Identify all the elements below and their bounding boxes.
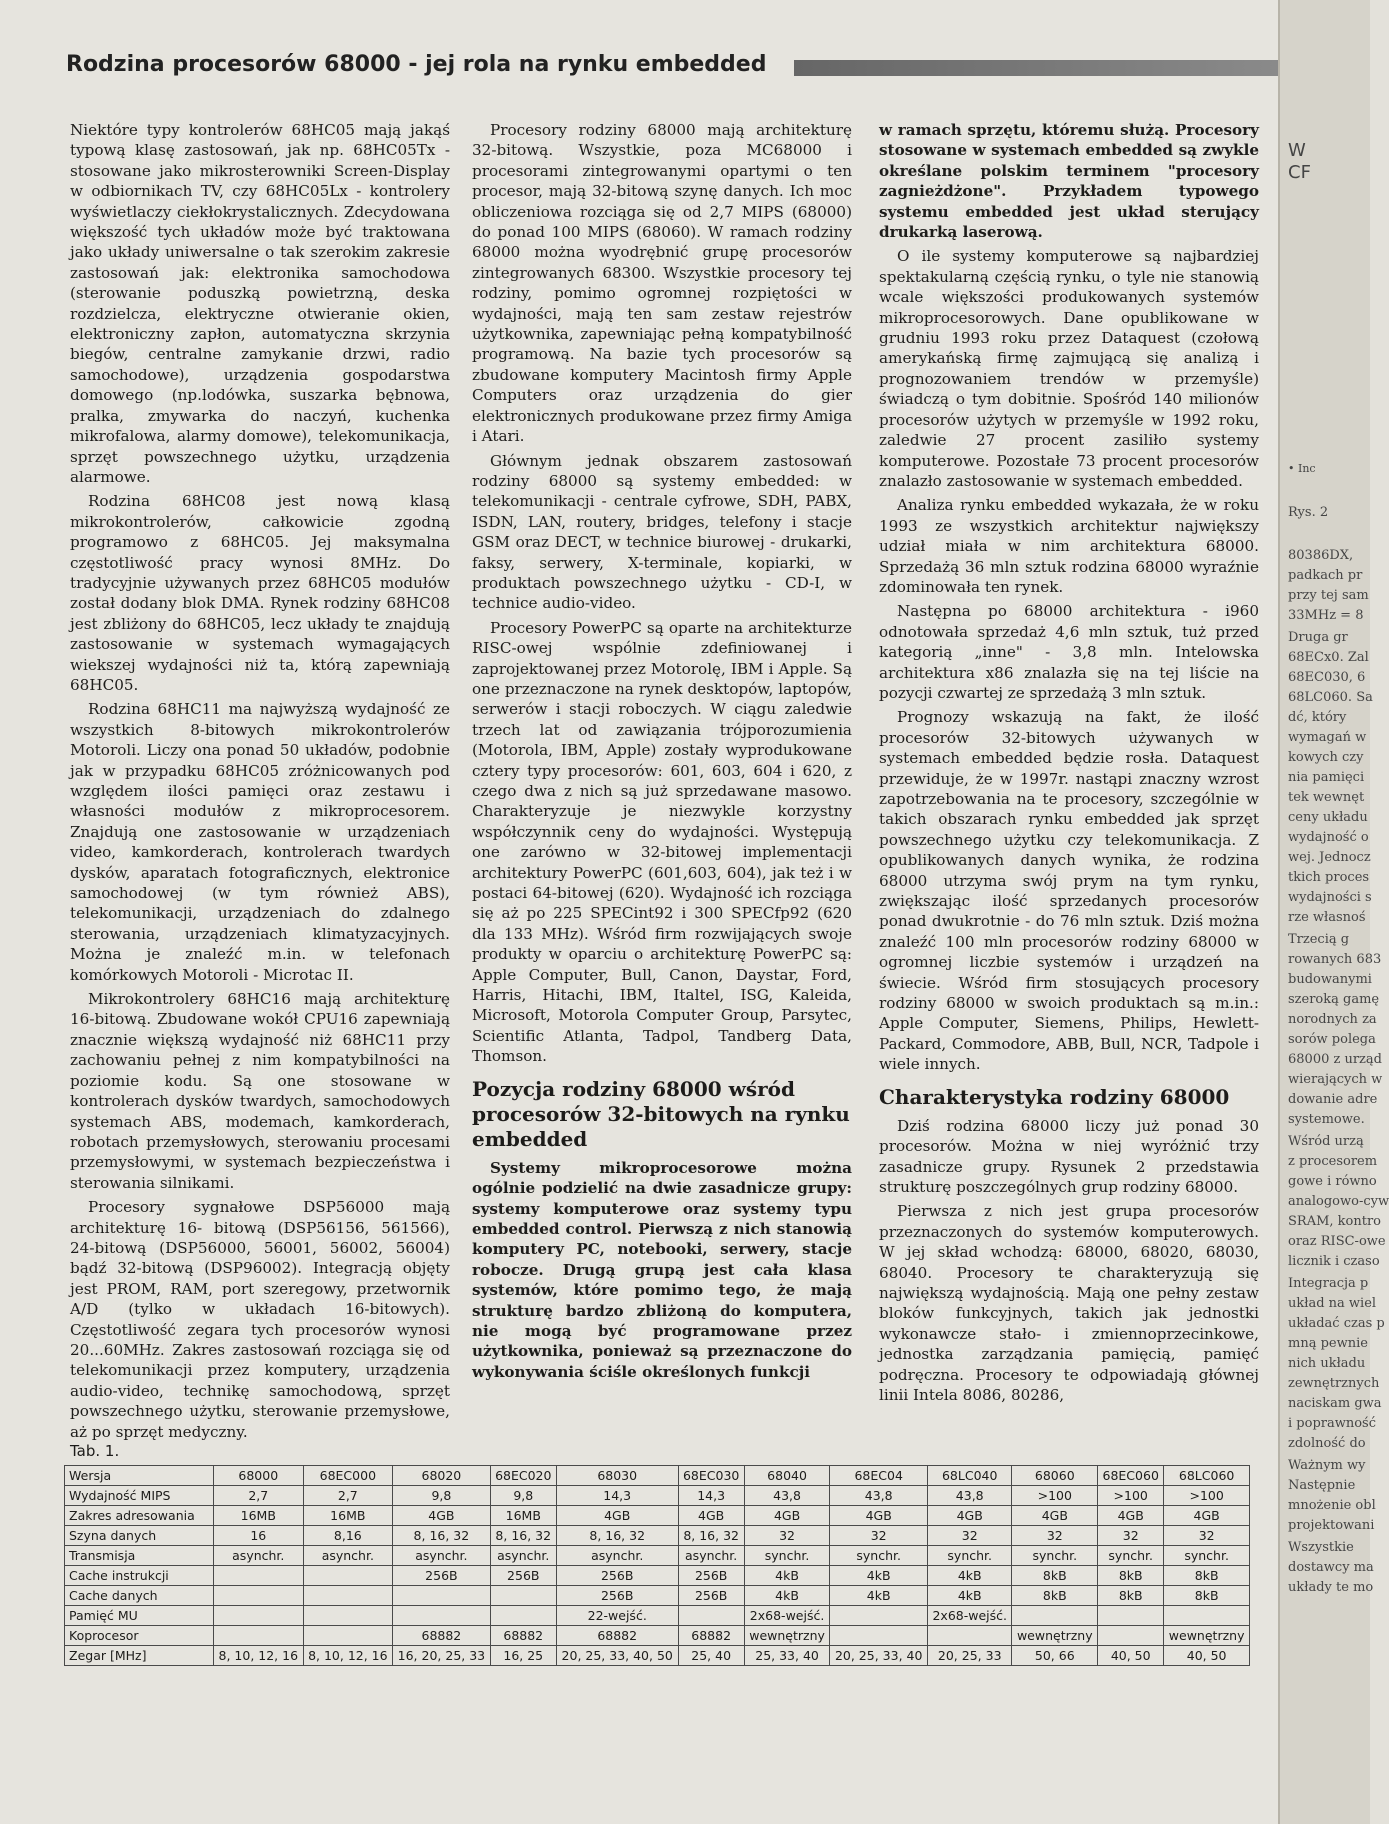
fragment: układać czas p: [1288, 1316, 1385, 1331]
fragment: dć, który: [1288, 710, 1347, 725]
fragment: rowanych 683: [1288, 952, 1382, 967]
table-cell: [490, 1606, 556, 1626]
table-row: [65, 1586, 1250, 1606]
fragment: • Inc: [1288, 462, 1316, 475]
table-cell: 68040: [744, 1466, 830, 1486]
fragment: 68000 z urząd: [1288, 1052, 1382, 1067]
table-cell: [214, 1586, 304, 1606]
lead-paragraph-continued: w ramach sprzętu, któremu służą. Procesory stosowane w systemach embedded są zwykle określane polskim terminem "procesory zagnieżdżone". Przykładem typowego systemu embedded jest układ sterujący drukarką laserową.: [879, 121, 1259, 242]
table-cell: [1098, 1606, 1164, 1626]
table-row: [65, 1506, 1250, 1526]
table-cell: [678, 1606, 744, 1626]
table-cell: 32: [1012, 1526, 1098, 1546]
paragraph: Pierwsza z nich jest grupa procesorów przeznaczonych do systemów komputerowych. W jej skład wchodzą: 68000, 68020, 68030, 68040. Procesory te charakteryzują się największą wydajnością. Mają one pełny zestaw bloków funkcyjnych, takich jak jednostki wykonawcze stało- i zmiennoprzecinkowe, jednostka zarządzania pamięcią, pamięć podręczna. Procesory te odpowiadają głównej linii Intela 8086, 80286,: [879, 1202, 1259, 1404]
paragraph: Procesory sygnałowe DSP56000 mają architekturę 16- bitową (DSP56156, 561566), 24-bitową (DSP56000, 56001, 56002, 56004) bądź 32-bitową (DSP96002). Integracją objęty jest PROM, RAM, port szeregowy, przetwornik A/D (tylko w układach 16-bitowych). Częstotliwość zegara tych procesorów wynosi 20...60MHz. Zakres zastosowań rozciąga się od telekomunikacji przez komputery, urządzenia audio-video, technikę samochodową, sprzęt powszechnego użytku, sterowanie przemysłowe, aż po sprzęt medyczny.: [70, 1198, 450, 1441]
paragraph: Głównym jednak obszarem zastosowań rodziny 68000 są systemy embedded: w telekomunikacji - centrale cyfrowe, SDH, PABX, ISDN, LAN, routery, bridges, telefony i stacje GSM oraz DECT, w technice biurowej - drukarki, faksy, serwery, X-terminale, kopiarki, w produktach powszechnego użytku - CD-I, w technice audio-video.: [472, 451, 852, 613]
table-cell: 32: [1098, 1526, 1164, 1546]
table-cell: 16MB: [303, 1506, 393, 1526]
table-cell: [393, 1606, 491, 1626]
table-cell: wewnętrzny: [744, 1626, 830, 1646]
table-cell: >100: [1012, 1486, 1098, 1506]
table-cell: synchr.: [1012, 1546, 1098, 1566]
column-2: [472, 120, 852, 1386]
column-3: [879, 120, 1259, 1409]
table-cell: asynchr.: [303, 1546, 393, 1566]
fragment: nich układu: [1288, 1356, 1366, 1371]
paragraph: Mikrokontrolery 68HC16 mają architekturę 16-bitową. Zbudowane wokół CPU16 zapewniają znacznie większą wydajność niż 68HC11 przy zachowaniu pełnej z nim kompatybilności na poziomie kodu. Są one stosowane w kontrolerach dysków twardych, samochodowych systemach ABS, modemach, kamkorderach, robotach przemysłowych, sterowaniu procesami przemysłowymi, w systemach bezpieczeństwa i sterowania silnikami.: [70, 990, 450, 1192]
table-cell: 8, 16, 32: [393, 1526, 491, 1546]
table-caption: Tab. 1.: [70, 1442, 120, 1460]
row-label: Zegar [MHz]: [65, 1646, 214, 1666]
table-cell: 4GB: [830, 1506, 928, 1526]
table-cell: 40, 50: [1164, 1646, 1250, 1666]
table-cell: [214, 1606, 304, 1626]
row-label: Cache danych: [65, 1586, 214, 1606]
fragment: oraz RISC-owe: [1288, 1234, 1386, 1249]
table-cell: 8kB: [1164, 1586, 1250, 1606]
table-cell: >100: [1164, 1486, 1250, 1506]
table-cell: 20, 25, 33: [927, 1646, 1011, 1666]
table-cell: [1098, 1626, 1164, 1646]
table-cell: asynchr.: [678, 1546, 744, 1566]
table-row: [65, 1546, 1250, 1566]
table-cell: [393, 1586, 491, 1606]
table-cell: 4GB: [744, 1506, 830, 1526]
table-cell: 68882: [393, 1626, 491, 1646]
fragment: licznik i czaso: [1288, 1254, 1380, 1269]
table-cell: 4kB: [744, 1586, 830, 1606]
fragment: Integracja p: [1288, 1276, 1369, 1291]
table-row: [65, 1566, 1250, 1586]
fragment: norodnych za: [1288, 1012, 1377, 1027]
table-cell: 16: [214, 1526, 304, 1546]
fragment: Rys. 2: [1288, 505, 1329, 520]
paragraph: Niektóre typy kontrolerów 68HC05 mają jakąś typową klasę zastosowań, jak np. 68HC05Tx - stosowane jako mikrosterowniki Screen-Display w odbiornikach TV, czy 68HC05Lx - kontrolery wyświetlaczy ciekłokrystalicznych. Zdecydowana większość tych układów może być traktowana jako układy uniwersalne o tak szerokim zakresie zastosowań jak: elektronika samochodowa (sterowanie poduszką powietrzną, deska rozdzielcza, elektryczne otwieranie okien, elektroniczny zapłon, automatyczna skrzynia biegów, centralne zamykanie drzwi, radio samochodowe), urządzenia gospodarstwa domowego (np.lodówka, suszarka bębnowa, pralka, zmywarka do naczyń, kuchenka mikrofalowa, alarmy domowe), telekomunikacja, sprzęt powszechnego użytku, urządzenia alarmowe.: [70, 121, 450, 486]
table-cell: [927, 1626, 1011, 1646]
table-cell: 4GB: [556, 1506, 678, 1526]
table-cell: >100: [1098, 1486, 1164, 1506]
table-cell: 4GB: [927, 1506, 1011, 1526]
table-row: [65, 1626, 1250, 1646]
table-cell: 2,7: [214, 1486, 304, 1506]
table-cell: 16MB: [490, 1506, 556, 1526]
row-label: Pamięć MU: [65, 1606, 214, 1626]
table-cell: 8, 10, 12, 16: [214, 1646, 304, 1666]
table-row: [65, 1606, 1250, 1626]
table-cell: 68882: [678, 1626, 744, 1646]
table-cell: 68EC04: [830, 1466, 928, 1486]
table-cell: synchr.: [927, 1546, 1011, 1566]
fragment: analogowo-cyw: [1288, 1194, 1389, 1209]
table-cell: 4GB: [1012, 1506, 1098, 1526]
fragment: Wszystkie: [1288, 1540, 1354, 1555]
fragment: tkich proces: [1288, 870, 1370, 885]
table-cell: 68EC060: [1098, 1466, 1164, 1486]
table-cell: 68882: [490, 1626, 556, 1646]
fragment: Ważnym wy: [1288, 1458, 1366, 1473]
table-cell: 16, 20, 25, 33: [393, 1646, 491, 1666]
table-cell: 8, 16, 32: [490, 1526, 556, 1546]
fragment: ceny układu: [1288, 810, 1368, 825]
table-cell: 32: [1164, 1526, 1250, 1546]
table-cell: 14,3: [556, 1486, 678, 1506]
table-cell: [830, 1626, 928, 1646]
table-cell: 16, 25: [490, 1646, 556, 1666]
table-cell: 4kB: [927, 1586, 1011, 1606]
table-cell: wewnętrzny: [1012, 1626, 1098, 1646]
table-cell: asynchr.: [393, 1546, 491, 1566]
table-cell: 68EC030: [678, 1466, 744, 1486]
table-cell: 43,8: [744, 1486, 830, 1506]
table-cell: 4GB: [678, 1506, 744, 1526]
table-cell: [303, 1566, 393, 1586]
paragraph: O ile systemy komputerowe są najbardziej spektakularną częścią rynku, o tyle nie stanowią wcale większości produkowanych systemów mikroprocesorowych. Dane opublikowane w grudniu 1993 roku przez Dataquest (czołową amerykańską firmę zajmującą się analizą i prognozowaniem trendów w przemyśle) świadczą o tym dobitnie. Spośród 140 milionów procesorów użytych w przemyśle w 1992 roku, zaledwie 27 procent zasiliło systemy komputerowe. Pozostałe 73 procent procesorów znalazło zastosowanie w systemach embedded.: [879, 247, 1259, 490]
table-cell: 68000: [214, 1466, 304, 1486]
table-cell: 256B: [556, 1566, 678, 1586]
row-label: Wersja: [65, 1466, 214, 1486]
table-cell: 8,16: [303, 1526, 393, 1546]
table-cell: 4GB: [1098, 1506, 1164, 1526]
fragment: i poprawność: [1288, 1416, 1377, 1431]
table-cell: 20, 25, 33, 40: [830, 1646, 928, 1666]
table-cell: 68030: [556, 1466, 678, 1486]
row-label: Transmisja: [65, 1546, 214, 1566]
row-label: Wydajność MIPS: [65, 1486, 214, 1506]
table-cell: [490, 1586, 556, 1606]
fragment: 68EC030, 6: [1288, 670, 1366, 685]
fragment: 33MHz = 8: [1288, 608, 1364, 623]
table-cell: 8, 16, 32: [556, 1526, 678, 1546]
table-cell: 8kB: [1098, 1566, 1164, 1586]
table-cell: synchr.: [744, 1546, 830, 1566]
section-heading: Pozycja rodziny 68000 wśród procesorów 32-bitowych na rynku embedded: [472, 1076, 850, 1151]
table-cell: 2x68-wejść.: [927, 1606, 1011, 1626]
fragment: Trzecią g: [1288, 932, 1350, 947]
table-cell: 2,7: [303, 1486, 393, 1506]
paragraph: Rodzina 68HC08 jest nową klasą mikrokontrolerów, całkowicie zgodną programowo z 68HC05. Jej maksymalna częstotliwość pracy wynosi 8MHz. Do tradycyjnie używanych przez 68HC05 modułów został dodany blok DMA. Rynek rodziny 68HC08 jest zbliżony do 68HC05, lecz układy te znajdują zastosowanie w systemach wymagających wiekszej wydajności niż ta, którą zapewniają 68HC05.: [70, 492, 450, 694]
table-row: [65, 1486, 1250, 1506]
paragraph: Procesory rodziny 68000 mają architekturę 32-bitową. Wszystkie, poza MC68000 i procesorami zintegrowanymi opartymi o ten procesor, mają 32-bitową szynę danych. Ich moc obliczeniowa rozciąga się od 2,7 MIPS (68000) do ponad 100 MIPS (68060). W ramach rodziny 68000 można wyodrębnić grupę procesorów zintegrowanych 68300. Wszystkie procesory tej rodziny, pomimo ogromnej rozpiętości w wydajności, mają ten sam zestaw rejestrów użytkownika, zapewniając pełną kompatybilność programową. Na bazie tych procesorów są zbudowane komputery Macintosh firmy Apple Computers oraz urządzenia do gier elektronicznych produkowane przez firmy Amiga i Atari.: [472, 121, 852, 446]
fragment: wej. Jednocz: [1288, 850, 1371, 865]
table-cell: synchr.: [1164, 1546, 1250, 1566]
fragment: gowe i równo: [1288, 1174, 1377, 1189]
table-cell: [1164, 1606, 1250, 1626]
table-cell: 32: [927, 1526, 1011, 1546]
fragment: z procesorem: [1288, 1154, 1378, 1169]
table-cell: [303, 1626, 393, 1646]
table-cell: 4GB: [393, 1506, 491, 1526]
fragment: Druga gr: [1288, 630, 1348, 645]
fragment: rze własnoś: [1288, 910, 1366, 925]
table-cell: 4kB: [927, 1566, 1011, 1586]
fragment: wydajności s: [1288, 890, 1372, 905]
fragment: budowanymi: [1288, 972, 1372, 987]
next-page-edge: [1278, 0, 1389, 1824]
table-cell: 68882: [556, 1626, 678, 1646]
table-cell: [830, 1606, 928, 1626]
table-cell: [303, 1586, 393, 1606]
fragment: zewnętrznych: [1288, 1376, 1380, 1391]
paragraph: Prognozy wskazują na fakt, że ilość procesorów 32-bitowych używanych w systemach embedded będzie rosła. Dataquest przewiduje, że w 1997r. nastąpi znaczny wzrost zapotrzebowania na te procesory, szczególnie w takich obszarach rynku embedded jak sprzęt powszechnego użytku czy telekomunikacja. Z opublikowanych danych wynika, że rodzina 68000 utrzyma swój prym na tym rynku, zwiększając ilość sprzedanych procesorów ponad dwukrotnie - do 76 mln sztuk. Dziś można znaleźć 100 mln procesorów rodziny 68000 w ogromnej liczbie systemów i urządzeń na świecie. Wśród firm stosujących procesory rodziny 68000 w swoich produktach są m.in.: Apple Computer, Siemens, Philips, Hewlett-Packard, Commodore, ABB, Bull, NCR, Tadpole i wiele innych.: [879, 708, 1259, 1074]
fragment: 68LC060. Sa: [1288, 690, 1373, 705]
table-cell: [214, 1626, 304, 1646]
table-cell: asynchr.: [556, 1546, 678, 1566]
table-cell: 16MB: [214, 1506, 304, 1526]
table-cell: [1012, 1606, 1098, 1626]
table-row: [65, 1646, 1250, 1666]
paragraph: Dziś rodzina 68000 liczy już ponad 30 procesorów. Można w niej wyróżnić trzy zasadnicze grupy. Rysunek 2 przedstawia strukturę poszczególnych grup rodziny 68000.: [879, 1116, 1259, 1196]
fragment: układ na wiel: [1288, 1296, 1377, 1311]
section-heading: Charakterystyka rodziny 68000: [879, 1084, 1230, 1109]
row-label: Zakres adresowania: [65, 1506, 214, 1526]
table-cell: 8kB: [1098, 1586, 1164, 1606]
fragment: padkach pr: [1288, 568, 1363, 583]
table-cell: 4kB: [830, 1566, 928, 1586]
table-row: [65, 1466, 1250, 1486]
fragment: 68ECx0. Zal: [1288, 650, 1369, 665]
table-cell: 22-wejść.: [556, 1606, 678, 1626]
lead-paragraph: Systemy mikroprocesorowe można ogólnie podzielić na dwie zasadnicze grupy: systemy komputerowe oraz systemy typu embedded control. Pierwszą z nich stanowią komputery PC, notebooki, serwery, stacje robocze. Drugą grupą jest cała klasa systemów, które pomimo tego, że mają strukturę bardzo zbliżoną do komputera, nie mogą być programowane przez użytkownika, ponieważ są przeznaczone do wykonywania ściśle określonych funkcji: [472, 1158, 852, 1381]
table-cell: 20, 25, 33, 40, 50: [556, 1646, 678, 1666]
table-cell: 256B: [490, 1566, 556, 1586]
fragment: W: [1288, 140, 1306, 161]
fragment: mną pewnie: [1288, 1336, 1368, 1351]
fragment: dostawcy ma: [1288, 1560, 1374, 1575]
fragment: mnożenie obl: [1288, 1498, 1376, 1513]
table-cell: 40, 50: [1098, 1646, 1164, 1666]
table-cell: 9,8: [393, 1486, 491, 1506]
fragment: Następnie: [1288, 1478, 1356, 1493]
fragment: sorów polega: [1288, 1032, 1376, 1047]
table-cell: 68EC000: [303, 1466, 393, 1486]
paragraph: Następna po 68000 architektura - i960 odnotowała sprzedaż 4,6 mln sztuk, tuż przed kategorią „inne" - 3,8 mln. Intelowska architektura x86 znalazła się na tej liście na pozycji czwartej ze sprzedażą 3 mln sztuk.: [879, 602, 1259, 702]
table-cell: 2x68-wejść.: [744, 1606, 830, 1626]
table-cell: 8kB: [1012, 1586, 1098, 1606]
table-cell: 256B: [678, 1566, 744, 1586]
table-cell: wewnętrzny: [1164, 1626, 1250, 1646]
table-cell: 68EC020: [490, 1466, 556, 1486]
table-cell: 8kB: [1164, 1566, 1250, 1586]
table-cell: 68060: [1012, 1466, 1098, 1486]
fragment: dowanie adre: [1288, 1092, 1378, 1107]
fragment: projektowani: [1288, 1518, 1375, 1533]
fragment: wymagań w: [1288, 730, 1367, 745]
table-cell: 8kB: [1012, 1566, 1098, 1586]
table-cell: 68LC060: [1164, 1466, 1250, 1486]
fragment: tek wewnęt: [1288, 790, 1365, 805]
table-cell: 43,8: [927, 1486, 1011, 1506]
fragment: układy te mo: [1288, 1580, 1374, 1595]
fragment: nia pamięci: [1288, 770, 1365, 785]
fragment: szeroką gamę: [1288, 992, 1380, 1007]
table-cell: 32: [830, 1526, 928, 1546]
page-title: Rodzina procesorów 68000 - jej rola na rynku embedded: [66, 52, 767, 77]
header-bar: [794, 60, 1306, 76]
table-cell: synchr.: [1098, 1546, 1164, 1566]
table-cell: 9,8: [490, 1486, 556, 1506]
fragment: SRAM, kontro: [1288, 1214, 1381, 1229]
fragment: przy tej sam: [1288, 588, 1369, 603]
table-cell: 4GB: [1164, 1506, 1250, 1526]
table-cell: 256B: [678, 1586, 744, 1606]
fragment: CF: [1288, 162, 1311, 183]
column-1: [70, 120, 450, 1446]
table-cell: 50, 66: [1012, 1646, 1098, 1666]
table-cell: 256B: [393, 1566, 491, 1586]
fragment: Wśród urzą: [1288, 1134, 1364, 1149]
page-header: [66, 48, 1246, 88]
table-cell: [303, 1606, 393, 1626]
table-cell: 8, 10, 12, 16: [303, 1646, 393, 1666]
row-label: Cache instrukcji: [65, 1566, 214, 1586]
table-cell: 256B: [556, 1586, 678, 1606]
table-cell: 25, 40: [678, 1646, 744, 1666]
fragment: wierających w: [1288, 1072, 1383, 1087]
fragment: systemowe.: [1288, 1112, 1365, 1127]
fragment: wydajność o: [1288, 830, 1369, 845]
table-cell: 68020: [393, 1466, 491, 1486]
table-cell: 4kB: [830, 1586, 928, 1606]
fragment: naciskam gwa: [1288, 1396, 1382, 1411]
table-cell: 14,3: [678, 1486, 744, 1506]
row-label: Szyna danych: [65, 1526, 214, 1546]
row-label: Koprocesor: [65, 1626, 214, 1646]
paragraph: Analiza rynku embedded wykazała, że w roku 1993 ze wszystkich architektur największy udział miała w nim architektura 68000. Sprzedażą 36 mln sztuk rodzina 68000 wyraźnie zdominowała ten rynek.: [879, 496, 1259, 596]
table-cell: 68LC040: [927, 1466, 1011, 1486]
table-cell: asynchr.: [214, 1546, 304, 1566]
table-cell: [214, 1566, 304, 1586]
fragment: kowych czy: [1288, 750, 1364, 765]
table-row: [65, 1526, 1250, 1546]
table-cell: 43,8: [830, 1486, 928, 1506]
table-cell: 32: [744, 1526, 830, 1546]
table-cell: synchr.: [830, 1546, 928, 1566]
table-cell: asynchr.: [490, 1546, 556, 1566]
fragment: 80386DX,: [1288, 548, 1354, 563]
table-cell: 8, 16, 32: [678, 1526, 744, 1546]
table-cell: 25, 33, 40: [744, 1646, 830, 1666]
spec-table: [64, 1465, 1250, 1666]
paragraph: Rodzina 68HC11 ma najwyższą wydajność ze wszystkich 8-bitowych mikrokontrolerów Motoroli. Liczy ona ponad 50 układów, podobnie jak w przypadku 68HC05 zróżnicowanych pod względem ilości pamięci oraz zestawu i własności modułów z mikroprocesorem. Znajdują one zastosowanie w urządzeniach video, kamkorderach, kontrolerach twardych dysków, aparatach fotograficznych, elektronice samochodowej (w tym również ABS), telekomunikacji, urządzeniach do zdalnego sterowania, urządzeniach klimatyzacyjnych. Można je znaleźć m.in. w telefonach komórkowych Motoroli - Microtac II.: [70, 700, 450, 984]
paragraph: Procesory PowerPC są oparte na architekturze RISC-owej wspólnie zdefiniowanej i zaprojektowanej przez Motorolę, IBM i Apple. Są one przeznaczone na rynek desktopów, laptopów, serwerów i stacji roboczych. W ciągu zaledwie trzech lat od zawiązania trójporozumienia (Motorola, IBM, Apple) zostały wyprodukowane cztery typy procesorów: 601, 603, 604 i 620, z czego dwa z nich są już sprzedawane masowo. Charakteryzuje je niezwykle korzystny współczynnik ceny do wydajności. Występują one zarówno w 32-bitowej implementacji architektury PowerPC (601,603, 604), jak też i w postaci 64-bitowej (620). Wydajność ich rozciąga się aż po 225 SPECint92 i 300 SPECfp92 (620 dla 133 MHz). Wśród firm rozwijających swoje produkty w oparciu o architekturę PowerPC są: Apple Computer, Bull, Canon, Daystar, Ford, Harris, Hitachi, IBM, Italtel, ISG, Kaleida, Microsoft, Motorola Computer Group, Parsytec, Scientific Atlanta, Tadpol, Tandberg Data, Thomson.: [472, 618, 852, 1066]
fragment: zdolność do: [1288, 1436, 1366, 1451]
table-cell: 4kB: [744, 1566, 830, 1586]
